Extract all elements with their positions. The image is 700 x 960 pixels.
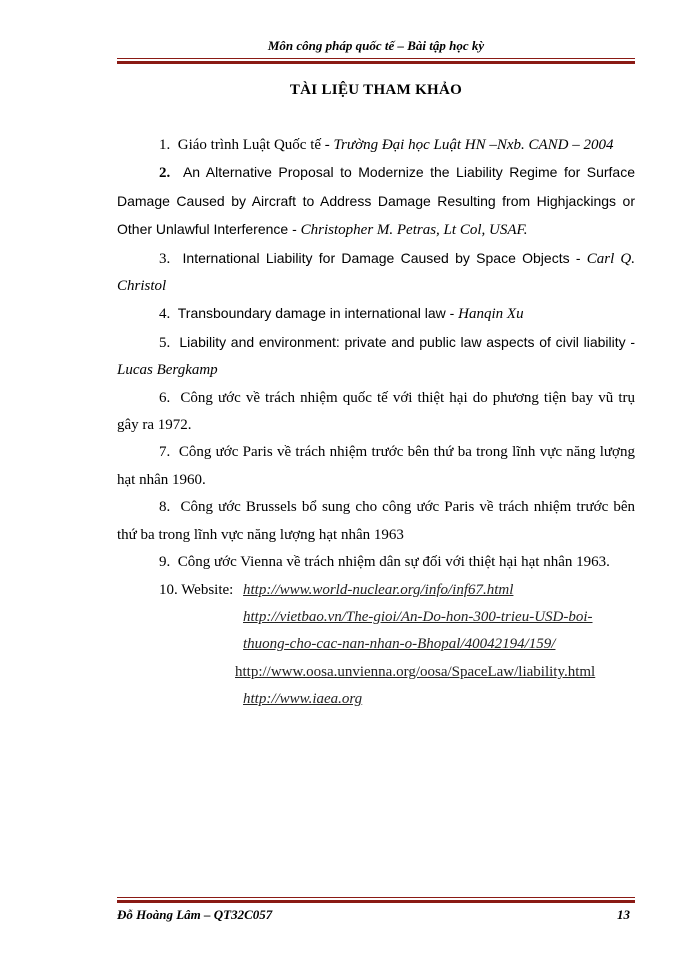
footer-author: Đỗ Hoàng Lâm – QT32C057 bbox=[117, 907, 273, 922]
page-number: 13 bbox=[617, 907, 630, 922]
reference-item: 6. Công ước về trách nhiệm quốc tế với thiệt hại do phương tiện bay vũ trụ gây ra 1972. bbox=[117, 389, 635, 434]
page-title: TÀI LIỆU THAM KHẢO bbox=[289, 82, 463, 98]
page-header: Môn công pháp quốc tế – Bài tập học kỳ bbox=[267, 38, 485, 53]
website-row bbox=[117, 631, 635, 658]
website-row bbox=[117, 604, 635, 631]
website-link[interactable]: http://www.world-nuclear.org/info/inf67.html bbox=[243, 581, 514, 598]
website-link[interactable]: http://vietbao.vn/The-gioi/An-Do-hon-300-trieu-USD-boi- bbox=[243, 608, 593, 625]
reference-item: 3. International Liability for Damage Caused by Space Objects - Carl Q. Christol bbox=[117, 249, 636, 295]
reference-item: 4. Transboundary damage in international law - Hanqin Xu bbox=[159, 305, 524, 323]
reference-item: 5. Liability and environment: private and public law aspects of civil liability - Lucas Bergkamp bbox=[117, 333, 636, 379]
website-row bbox=[117, 686, 635, 713]
footer-rule bbox=[117, 897, 635, 903]
reference-list bbox=[117, 132, 635, 713]
website-link[interactable]: thuong-cho-cac-nan-nhan-o-Bhopal/40042194/159/ bbox=[243, 636, 556, 653]
reference-item: 7. Công ước Paris về trách nhiệm trước bên thứ ba trong lĩnh vực năng lượng hạt nhân 1960. bbox=[117, 444, 635, 488]
website-link[interactable]: http://www.iaea.org bbox=[243, 691, 363, 708]
reference-item: 1. Giáo trình Luật Quốc tế - Trường Đại học Luật HN –Nxb. CAND – 2004 bbox=[159, 137, 614, 153]
reference-item: 8. Công ước Brussels bổ sung cho công ước Paris về trách nhiệm trước bên thứ ba trong lĩnh vực năng lượng hạt nhân 1963 bbox=[117, 499, 635, 543]
header-rule bbox=[117, 58, 635, 64]
reference-item: 9. Công ước Vienna về trách nhiệm dân sự đối với thiệt hại hạt nhân 1963. bbox=[159, 554, 610, 571]
reference-item: 2. An Alternative Proposal to Modernize the Liability Regime for Surface Damage Caused by Aircraft to Address Damage Resulting from Highjackings or Other Unlawful Interference - Christopher M. Petras, Lt Col, USAF. bbox=[117, 164, 636, 239]
website-label: 10. Website: bbox=[159, 581, 234, 598]
website-row bbox=[117, 659, 635, 686]
website-link[interactable]: http://www.oosa.unvienna.org/oosa/SpaceLaw/liability.html bbox=[235, 663, 596, 680]
website-row bbox=[117, 577, 635, 604]
